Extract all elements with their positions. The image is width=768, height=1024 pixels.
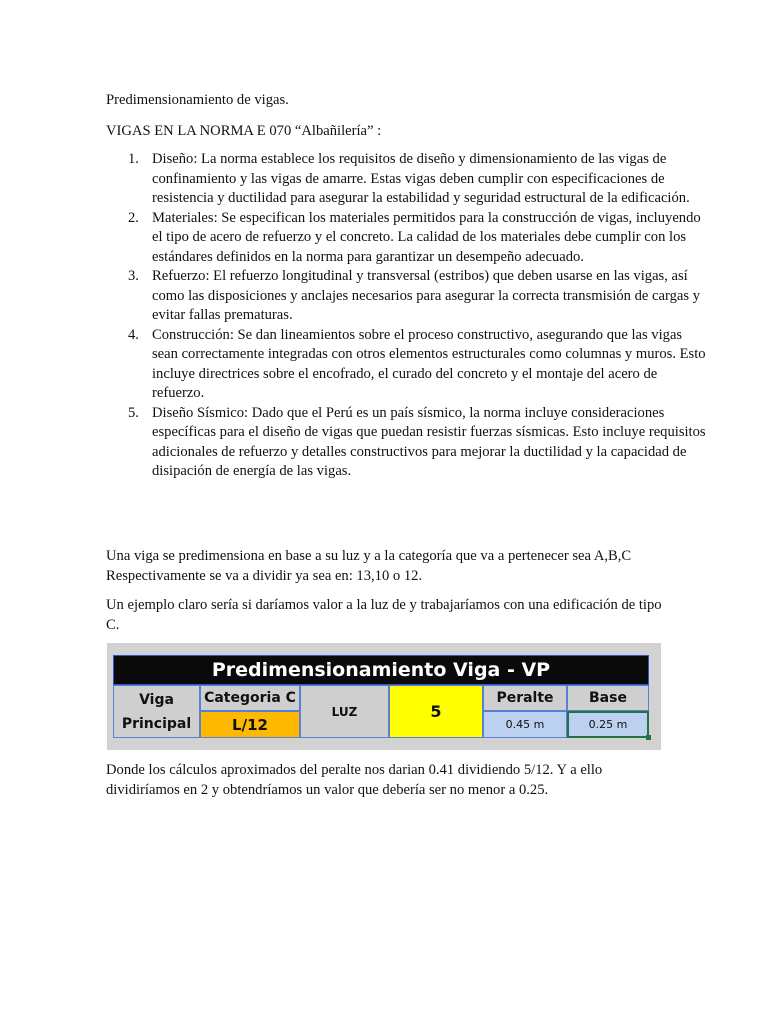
base-label-cell: Base: [567, 685, 649, 711]
predimensionamiento-table: [113, 655, 649, 738]
base-value-cell: 0.25 m: [567, 711, 649, 738]
luz-label-cell: LUZ: [300, 685, 389, 738]
list-item-text: Construcción: Se dan lineamientos sobre el proceso constructivo, asegurando que las vigas sean correctamente integradas con otros elementos estructurales como columnas y muros. Esto incluye directrices sobre el encofrado, el curado del concreto y el montaje del acero de refuerzo.: [152, 326, 706, 401]
peralte-value-cell: 0.45 m: [483, 711, 567, 738]
categoria-label-cell: Categoria C: [200, 685, 300, 711]
viga-principal-cell: Viga Principal: [113, 685, 200, 738]
document-title: Predimensionamiento de vigas.: [106, 92, 289, 108]
list-item-text: Diseño: La norma establece los requisitos de diseño y dimensionamiento de las vigas de confinamiento y las vigas de amarre. Estas vigas deben cumplir con especificaciones de resistencia y ductilidad para asegurar la estabilidad y seguridad estructural de la edificación.: [152, 151, 690, 206]
paragraph-categoria: Una viga se predimensiona en base a su luz y a la categoría que va a pertenecer sea A,B,C Respectivamente se va a dividir ya sea en: 13,10 o 12.: [106, 548, 632, 584]
luz-value-cell: 5: [389, 685, 483, 738]
table-header: Predimensionamiento Viga - VP: [113, 655, 649, 685]
numbered-list: [106, 150, 708, 482]
categoria-value-cell: L/12: [200, 711, 300, 738]
list-item-text: Refuerzo: El refuerzo longitudinal y transversal (estribos) que deben usarse en las vigas, así como las disposiciones y anclajes necesarios para asegurar la correcta transmisión de cargas y evitar fallas prematuras.: [152, 268, 700, 323]
list-item: 1. Diseño: La norma establece los requisitos de diseño y dimensionamiento de las vigas de confinamiento y las vigas de amarre. Estas vigas deben cumplir con especificaciones de resistencia y ductilidad para asegurar la estabilidad y seguridad estructural de la edificación.: [128, 151, 690, 206]
list-item: 2. Materiales: Se especifican los materiales permitidos para la construcción de vigas, incluyendo el tipo de acero de refuerzo y el concreto. La calidad de los materiales debe cumplir con los estándares definidos en la norma para garantizar un desempeño adecuado.: [128, 209, 701, 265]
selection-fill-handle: [646, 735, 651, 740]
list-item: 5. Diseño Sísmico: Dado que el Perú es un país sísmico, la norma incluye consideraciones específicas para el diseño de vigas que puedan resistir fuerzas sísmicas. Esto incluye requisitos adicionales de refuerzo y detalles constructivos para mejorar la ductilidad y la capacidad de disipación de energía de las vigas.: [128, 404, 706, 479]
section-heading: VIGAS EN LA NORMA E 070 “Albañilería” :: [106, 123, 382, 139]
spreadsheet-image: [107, 643, 661, 750]
paragraph-conclusion: Donde los cálculos aproximados del peralte nos darian 0.41 dividiendo 5/12. Y a ello dividiríamos en 2 y obtendríamos un valor que debería ser no menor a 0.25.: [106, 762, 603, 798]
list-item-text: Diseño Sísmico: Dado que el Perú es un país sísmico, la norma incluye consideraciones específicas para el diseño de vigas que puedan resistir fuerzas sísmicas. Esto incluye requisitos adicionales de refuerzo y detalles constructivos para mejorar la ductilidad y la capacidad de disipación de energía de las vigas.: [152, 404, 706, 479]
paragraph-ejemplo: Un ejemplo claro sería si daríamos valor a la luz de y trabajaríamos con una edificación de tipo C.: [106, 597, 662, 633]
list-item: 4. Construcción: Se dan lineamientos sobre el proceso constructivo, asegurando que las vigas sean correctamente integradas con otros elementos estructurales como columnas y muros. Esto incluye directrices sobre el encofrado, el curado del concreto y el montaje del acero de refuerzo.: [128, 326, 706, 401]
list-item: 3. Refuerzo: El refuerzo longitudinal y transversal (estribos) que deben usarse en las vigas, así como las disposiciones y anclajes necesarios para asegurar la correcta transmisión de cargas y evitar fallas prematuras.: [128, 268, 700, 323]
peralte-label-cell: Peralte: [483, 685, 567, 711]
list-item-text: Materiales: Se especifican los materiales permitidos para la construcción de vigas, incluyendo el tipo de acero de refuerzo y el concreto. La calidad de los materiales debe cumplir con los estándares definidos en la norma para garantizar un desempeño adecuado.: [152, 209, 701, 265]
